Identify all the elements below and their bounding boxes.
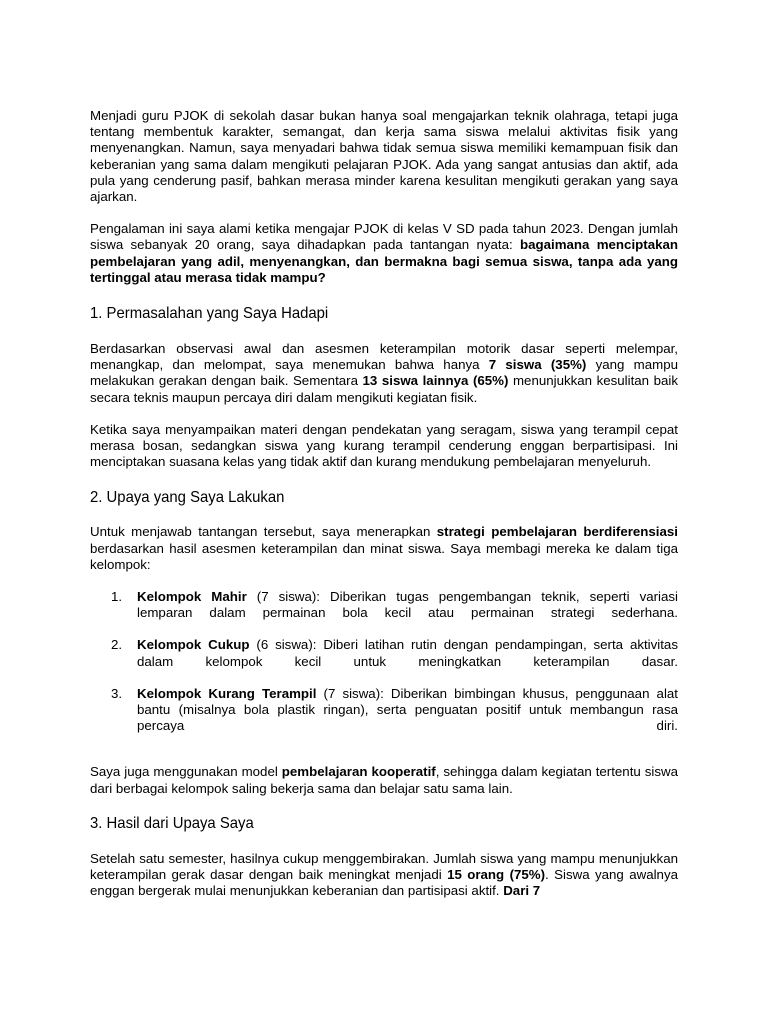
group-name: Kelompok Kurang Terampil <box>137 685 317 701</box>
text-run: Saya juga menggunakan model <box>90 764 282 780</box>
section-3-paragraph-1 <box>90 851 678 900</box>
text-run: Berdasarkan observasi awal dan asesmen keterampilan motorik dasar seperti melempar, menangkap, dan melompat, saya menemukan bahwa hanya <box>90 341 678 373</box>
section-3-heading: 3. Hasil dari Upaya Saya <box>90 814 254 832</box>
text-run: , sehingga dalam kegiatan tertentu siswa dari berbagai kelompok saling bekerja sama dan belajar satu sama lain. <box>90 764 678 796</box>
group-name: Kelompok Mahir <box>137 589 247 605</box>
section-2-heading: 2. Upaya yang Saya Lakukan <box>90 489 285 507</box>
text-run: Setelah satu semester, hasilnya cukup menggembirakan. Jumlah siswa yang mampu menunjukkan keterampilan gerak dasar dengan baik meningkat menjadi <box>90 850 678 883</box>
intro-paragraph-1: Menjadi guru PJOK di sekolah dasar bukan hanya soal mengajarkan teknik olahraga, tetapi juga tentang membentuk karakter, semangat, dan kerja sama siswa melalui aktivitas fisik yang menyenangkan. Namun, saya menyadari bahwa tidak semua siswa memiliki kemampuan fisik dan keberanian yang sama dalam mengikuti pelajaran PJOK. Ada yang sangat antusias dan aktif, ada pula yang cenderung pasif, bahkan merasa minder karena kesulitan mengikuti gerakan yang saya ajarkan. <box>90 108 678 205</box>
text-run: . Siswa yang awalnya enggan bergerak mulai menunjukkan keberanian dan partisipasi aktif. <box>90 867 678 899</box>
list-item <box>90 589 678 621</box>
section-2-paragraph-1 <box>90 524 678 573</box>
list-item <box>90 686 678 735</box>
text-run: yang mampu melakukan gerakan dengan baik. Sementara <box>90 357 678 389</box>
intro-key-question: bagaimana menciptakan pembelajaran yang adil, menyenangkan, dan bermakna bagi semua siswa, tanpa ada yang tertinggal atau merasa tidak mampu? <box>90 237 678 285</box>
list-number: 2. <box>111 637 123 653</box>
text-run-bold: Dari 7 <box>503 883 541 899</box>
result-stat: 15 orang (75%) <box>447 867 546 883</box>
group-description: (6 siswa): Diberi latihan rutin dengan pendampingan, serta aktivitas dalam kelompok kecil untuk meningkatkan keterampilan dasar. <box>137 637 678 669</box>
section-1-heading: 1. Permasalahan yang Saya Hadapi <box>90 305 329 323</box>
text-run: Untuk menjawab tantangan tersebut, saya menerapkan <box>90 524 437 540</box>
list-number: 1. <box>111 589 123 605</box>
section-1-paragraph-1 <box>90 341 678 406</box>
group-description: (7 siswa): Diberikan tugas pengembangan teknik, seperti variasi lemparan dalam permainan bola kecil atau permainan strategi sederhana. <box>137 589 678 621</box>
group-name: Kelompok Cukup <box>137 637 250 653</box>
cooperative-model-term: pembelajaran kooperatif <box>281 764 436 780</box>
struggling-students-stat: 13 siswa lainnya (65%) <box>362 373 509 389</box>
group-description: (7 siswa): Diberikan bimbingan khusus, penggunaan alat bantu (misalnya bola plastik ringan), serta penguatan positif untuk membangun rasa percaya diri. <box>137 685 678 734</box>
skilled-students-stat: 7 siswa (35%) <box>488 357 587 373</box>
list-number: 3. <box>111 685 123 701</box>
text-run: berdasarkan hasil asesmen keterampilan dan minat siswa. Saya membagi mereka ke dalam tiga kelompok: <box>90 540 678 572</box>
section-1-paragraph-2: Ketika saya menyampaikan materi dengan pendekatan yang seragam, siswa yang terampil cepat merasa bosan, sedangkan siswa yang kurang terampil cenderung enggan berpartisipasi. Ini menciptakan suasana kelas yang tidak aktif dan kurang mendukung pembelajaran menyeluruh. <box>90 421 678 470</box>
intro-paragraph-2 <box>90 221 678 286</box>
intro-paragraph-2-text: Pengalaman ini saya alami ketika mengajar PJOK di kelas V SD pada tahun 2023. Dengan jumlah siswa sebanyak 20 orang, saya dihadapkan pada tantangan nyata: <box>90 221 678 253</box>
document-page <box>90 108 678 900</box>
section-2-paragraph-2 <box>90 764 678 796</box>
group-list <box>90 589 678 734</box>
differentiated-strategy-term: strategi pembelajaran berdiferensiasi <box>436 524 678 540</box>
list-item <box>90 637 678 669</box>
text-run: menunjukkan kesulitan baik secara teknis maupun percaya diri dalam mengikuti kegiatan fisik. <box>90 373 679 405</box>
